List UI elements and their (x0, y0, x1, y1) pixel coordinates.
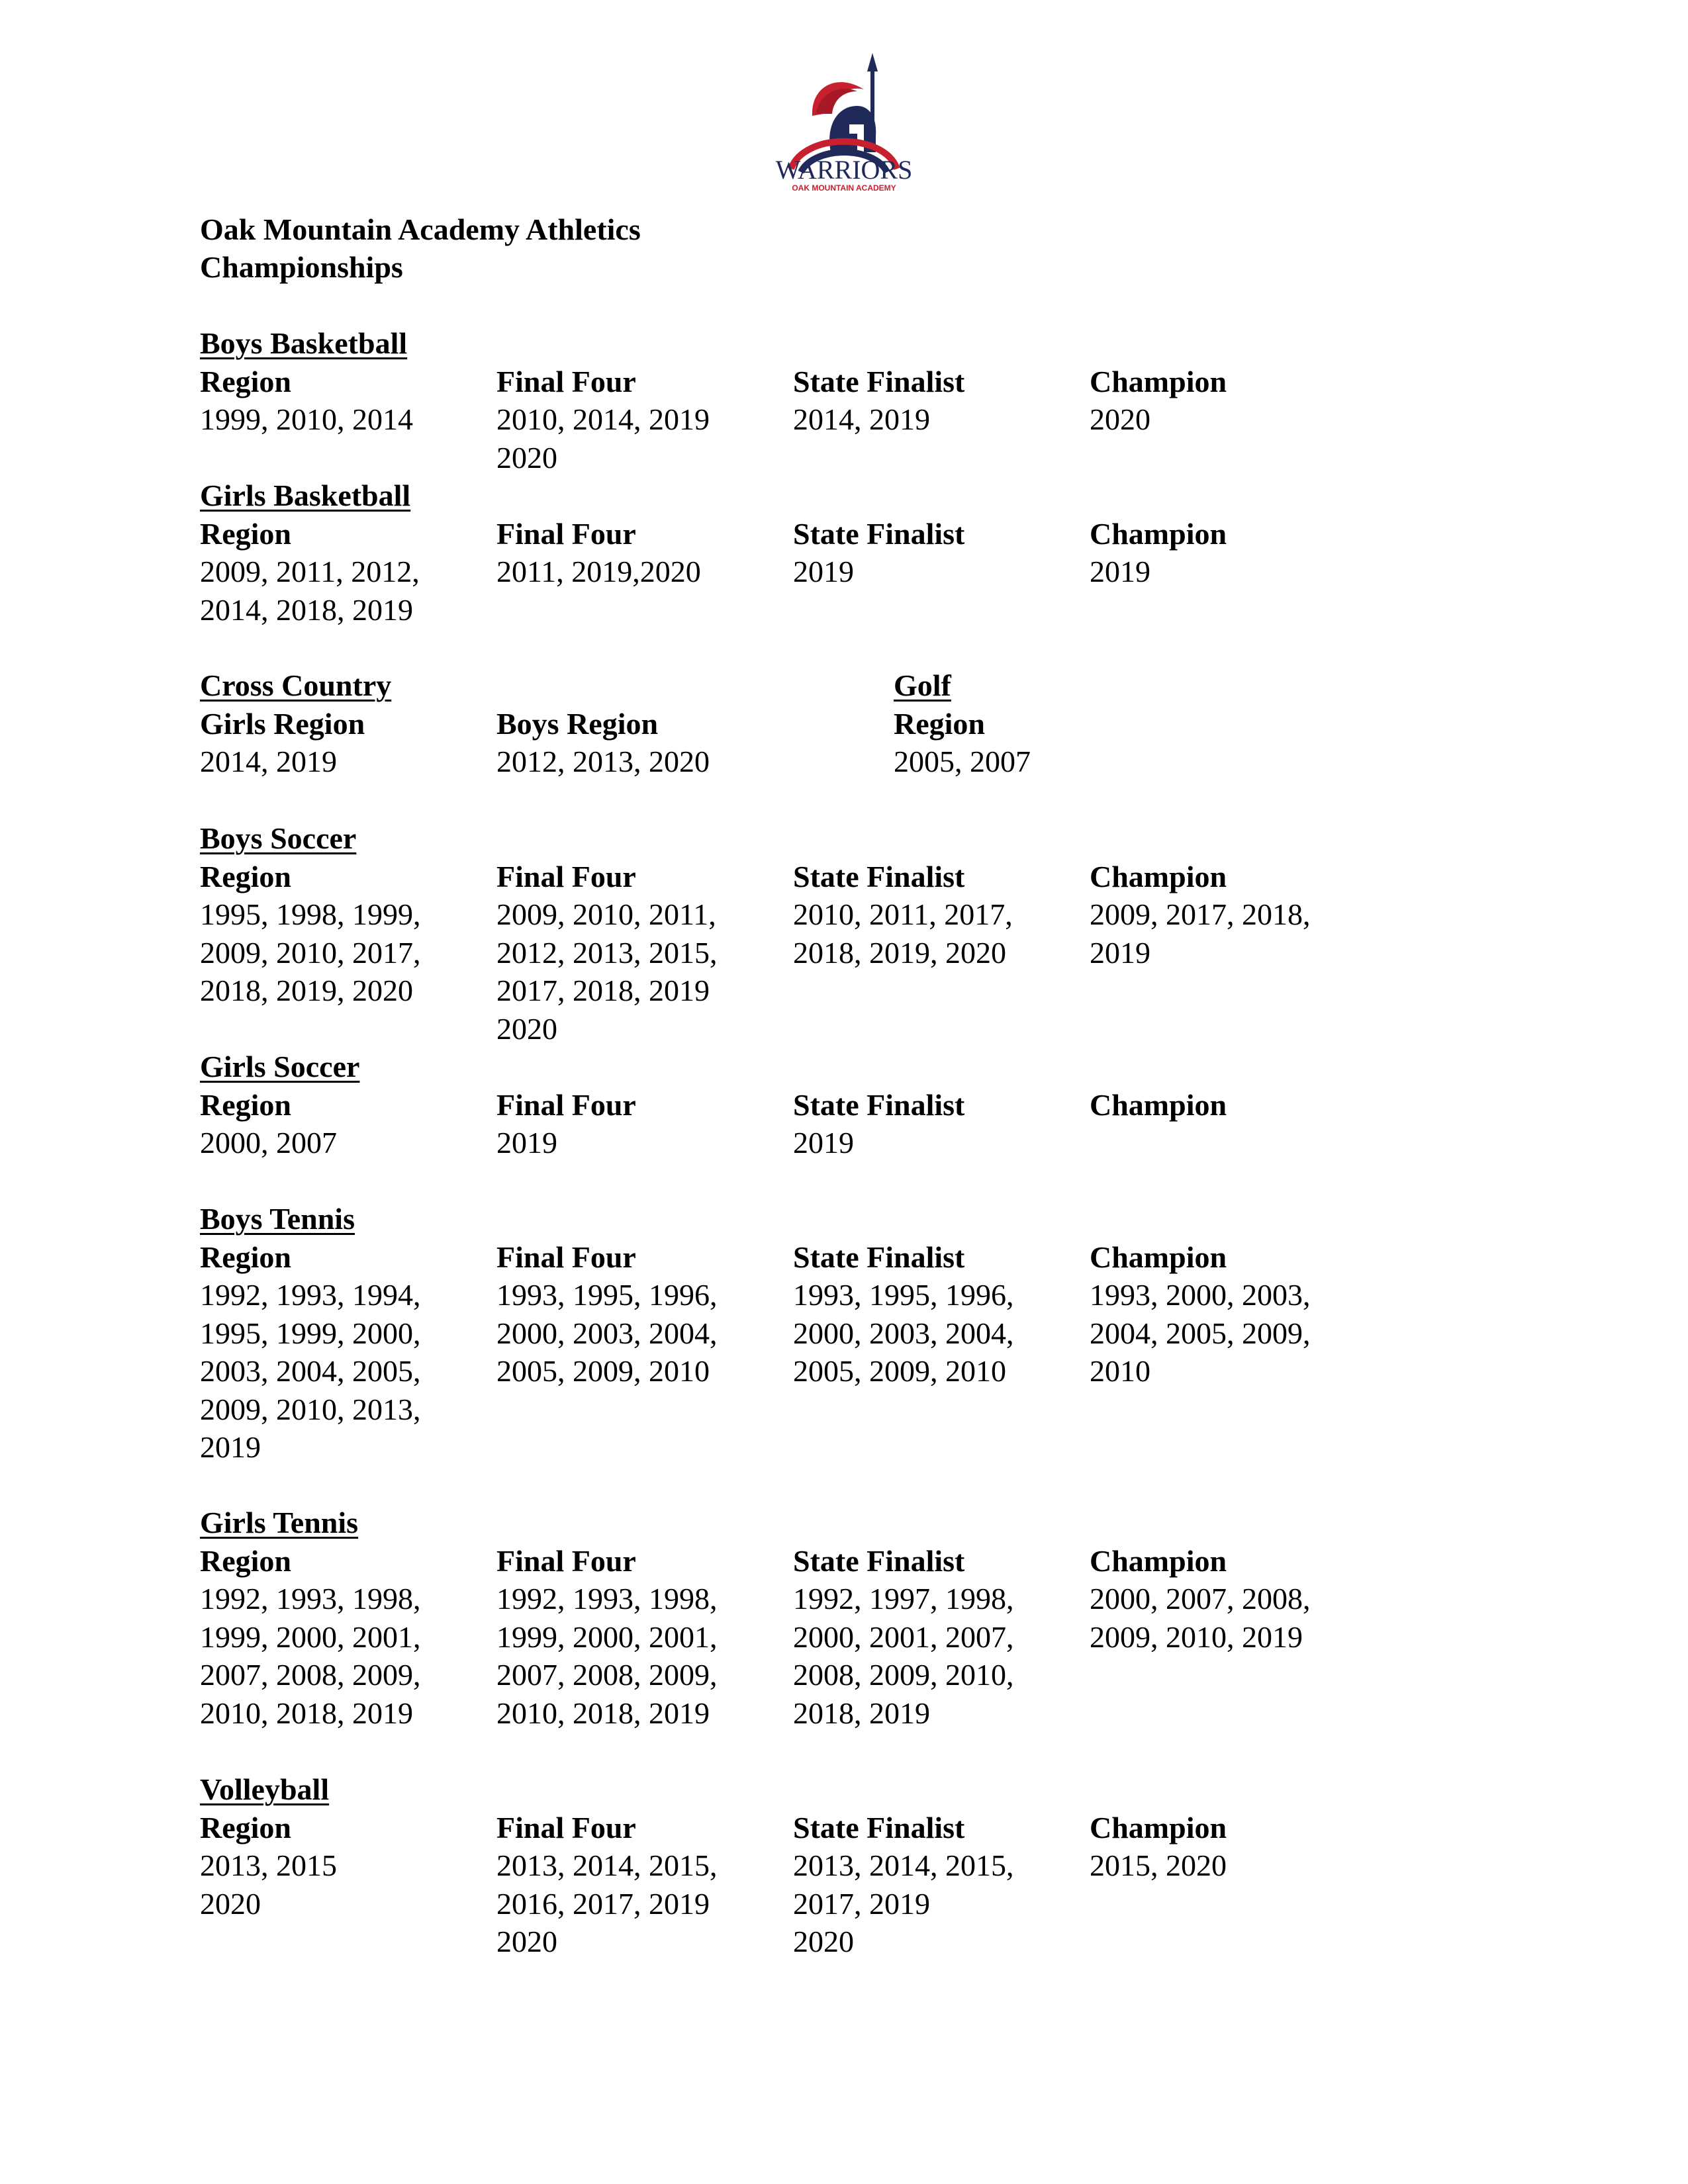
years-line: 1999, 2000, 2001, (496, 1619, 718, 1654)
section-boys-soccer (200, 819, 1386, 1048)
years-line: 2017, 2018, 2019 (496, 974, 710, 1007)
section-boys-tennis (200, 1200, 1386, 1467)
column-boys-region (496, 705, 793, 781)
years-line: 2009, 2010, 2019 (1090, 1619, 1303, 1654)
years-line: 2009, 2010, 2013, (200, 1392, 421, 1426)
years-line: 2010 (1090, 1354, 1150, 1388)
years-line: 2009, 2010, 2017, (200, 935, 421, 970)
column-heading: Final Four (496, 1087, 636, 1122)
column-region (200, 858, 496, 1048)
logo-subtext: OAK MOUNTAIN ACADEMY (792, 183, 896, 193)
column-heading: Champion (1090, 364, 1227, 398)
column-state-finalist (793, 1238, 1090, 1467)
years-line: 2020 (496, 440, 557, 475)
column-heading: Final Four (496, 1543, 636, 1578)
years-line: 2014, 2019 (793, 402, 930, 436)
column-heading: Region (200, 516, 291, 551)
years-line: 2019 (1090, 555, 1150, 588)
years-line: 2019 (200, 1430, 261, 1464)
years-line: 2018, 2019, 2020 (793, 935, 1006, 970)
years-line: 2013, 2015 (200, 1848, 337, 1882)
years-line: 2010, 2018, 2019 (496, 1696, 710, 1730)
years-line: 2012, 2013, 2020 (496, 745, 710, 778)
years-line: 2019 (793, 1126, 854, 1160)
column-region (200, 1238, 496, 1467)
years-line: 2015, 2020 (1090, 1848, 1227, 1882)
column-heading: Final Four (496, 364, 636, 398)
section-columns (200, 1542, 1386, 1733)
column-final-four (496, 858, 793, 1048)
section-title: Volleyball (200, 1772, 330, 1806)
column-champion (1090, 1238, 1386, 1467)
column-state-finalist (793, 515, 1090, 629)
years-line: 2008, 2009, 2010, (793, 1658, 1014, 1692)
column-heading: Final Four (496, 1810, 636, 1844)
years-line: 1993, 1995, 1996, (793, 1278, 1014, 1312)
column-heading: Region (200, 1810, 291, 1844)
years-line: 1993, 1995, 1996, (496, 1278, 718, 1312)
column-heading: State Finalist (793, 1810, 965, 1844)
years-line: 1995, 1999, 2000, (200, 1316, 421, 1350)
column-state-finalist (793, 1809, 1090, 1961)
section-boys-basketball (200, 324, 1386, 477)
column-champion (1090, 363, 1386, 477)
column-final-four (496, 363, 793, 477)
years-line: 2009, 2010, 2011, (496, 897, 716, 931)
section-title: Golf (894, 668, 951, 702)
years-line: 2019 (496, 1126, 557, 1160)
years-line: 1999, 2010, 2014 (200, 402, 413, 436)
column-heading: Champion (1090, 516, 1227, 551)
years-line: 2020 (1090, 402, 1150, 436)
column-heading: State Finalist (793, 1543, 965, 1578)
years-line: 2010, 2014, 2019 (496, 402, 710, 436)
section-title: Boys Tennis (200, 1202, 355, 1236)
years-line: 2000, 2007, 2008, (1090, 1582, 1311, 1615)
years-line: 2019 (1090, 935, 1150, 970)
column-champion (1090, 858, 1386, 1048)
section-girls-tennis (200, 1504, 1386, 1732)
section-title: Boys Soccer (200, 821, 357, 855)
column-heading: Boys Region (496, 706, 659, 741)
column-heading: State Finalist (793, 364, 965, 398)
column-heading: State Finalist (793, 1087, 965, 1122)
column-champion (1090, 1542, 1386, 1733)
page-title-line1: Oak Mountain Academy Athletics (200, 212, 641, 246)
column-heading: Region (200, 364, 291, 398)
years-line: 2018, 2019 (793, 1696, 930, 1730)
page-title-line2: Championships (200, 250, 403, 284)
section-columns (200, 1238, 1386, 1467)
spartan-helmet-icon (765, 53, 923, 199)
years-line: 2013, 2014, 2015, (496, 1848, 718, 1882)
years-line: 2011, 2019,2020 (496, 555, 701, 588)
column-final-four (496, 515, 793, 629)
years-line: 1992, 1993, 1998, (200, 1582, 421, 1615)
column-heading: Region (200, 1240, 291, 1274)
years-line: 2000, 2003, 2004, (496, 1316, 718, 1350)
years-line: 2013, 2014, 2015, (793, 1848, 1014, 1882)
years-line: 2007, 2008, 2009, (200, 1658, 421, 1692)
column-region (200, 1809, 496, 1961)
section-title: Girls Basketball (200, 478, 411, 512)
section-volleyball (200, 1770, 1386, 1961)
years-line: 2012, 2013, 2015, (496, 935, 718, 970)
section-cross-country (200, 666, 793, 781)
years-line: 2020 (200, 1886, 261, 1921)
column-heading: Champion (1090, 859, 1227, 893)
years-line: 2007, 2008, 2009, (496, 1658, 718, 1692)
section-girls-soccer (200, 1048, 1386, 1162)
column-heading: Final Four (496, 1240, 636, 1274)
years-line: 2005, 2007 (894, 745, 1031, 778)
column-state-finalist (793, 363, 1090, 477)
years-line: 1992, 1997, 1998, (793, 1582, 1014, 1615)
years-line: 1992, 1993, 1994, (200, 1278, 421, 1312)
section-columns (200, 1809, 1386, 1961)
column-region (200, 1542, 496, 1733)
column-heading: Girls Region (200, 706, 365, 741)
column-heading: Champion (1090, 1810, 1227, 1844)
years-line: 2020 (496, 1925, 557, 1958)
years-line: 1999, 2000, 2001, (200, 1619, 421, 1654)
column-final-four (496, 1086, 793, 1162)
column-final-four (496, 1809, 793, 1961)
years-line: 2009, 2017, 2018, (1090, 897, 1311, 931)
years-line: 2005, 2009, 2010 (793, 1354, 1006, 1388)
column-champion (1090, 1086, 1386, 1162)
column-heading: Region (200, 859, 291, 893)
column-heading: Region (200, 1087, 291, 1122)
column-champion (1090, 515, 1386, 629)
years-line: 2000, 2007 (200, 1126, 337, 1160)
section-girls-basketball (200, 477, 1386, 629)
years-line: 2003, 2004, 2005, (200, 1354, 421, 1388)
years-line: 2019 (793, 555, 854, 588)
years-line: 2004, 2005, 2009, (1090, 1316, 1311, 1350)
column-champion (1090, 1809, 1386, 1961)
column-state-finalist (793, 858, 1090, 1048)
column-region (200, 1086, 496, 1162)
years-line: 2000, 2003, 2004, (793, 1316, 1014, 1350)
years-line: 2020 (496, 1011, 557, 1046)
section-title: Boys Basketball (200, 326, 408, 360)
years-line: 2016, 2017, 2019 (496, 1886, 710, 1921)
logo-text: WARRIORS (775, 155, 913, 185)
column-heading: State Finalist (793, 859, 965, 893)
column-heading: Champion (1090, 1087, 1227, 1122)
column-heading: Region (200, 1543, 291, 1578)
column-final-four (496, 1238, 793, 1467)
section-columns (200, 363, 1386, 477)
column-girls-region (200, 705, 496, 781)
column-heading: Final Four (496, 516, 636, 551)
warriors-logo (765, 53, 923, 199)
column-heading: State Finalist (793, 1240, 965, 1274)
column-state-finalist (793, 1086, 1090, 1162)
years-line: 2009, 2011, 2012, (200, 555, 420, 588)
column-state-finalist (793, 1542, 1090, 1733)
years-line: 2017, 2019 (793, 1886, 930, 1921)
column-heading: Champion (1090, 1543, 1227, 1578)
column-heading: Final Four (496, 859, 636, 893)
section-columns (200, 1086, 1386, 1162)
years-line: 2014, 2019 (200, 745, 337, 778)
section-title: Cross Country (200, 668, 392, 702)
years-line: 1995, 1998, 1999, (200, 897, 421, 931)
section-columns (200, 705, 793, 781)
years-line: 1992, 1993, 1998, (496, 1582, 718, 1615)
years-line: 1993, 2000, 2003, (1090, 1278, 1311, 1312)
column-region (200, 363, 496, 477)
section-golf (894, 666, 1031, 781)
years-line: 2018, 2019, 2020 (200, 974, 413, 1007)
years-line: 2000, 2001, 2007, (793, 1619, 1014, 1654)
years-line: 2014, 2018, 2019 (200, 592, 413, 627)
years-line: 2010, 2011, 2017, (793, 897, 1013, 931)
page-title (200, 210, 641, 286)
section-title: Girls Tennis (200, 1506, 359, 1539)
column-heading: State Finalist (793, 516, 965, 551)
column-region (200, 515, 496, 629)
section-title: Girls Soccer (200, 1050, 360, 1083)
years-line: 2020 (793, 1925, 854, 1958)
column-heading: Region (894, 706, 985, 741)
section-columns (200, 515, 1386, 629)
years-line: 2005, 2009, 2010 (496, 1354, 710, 1388)
section-columns (200, 858, 1386, 1048)
column-heading: Champion (1090, 1240, 1227, 1274)
column-final-four (496, 1542, 793, 1733)
years-line: 2010, 2018, 2019 (200, 1696, 413, 1730)
